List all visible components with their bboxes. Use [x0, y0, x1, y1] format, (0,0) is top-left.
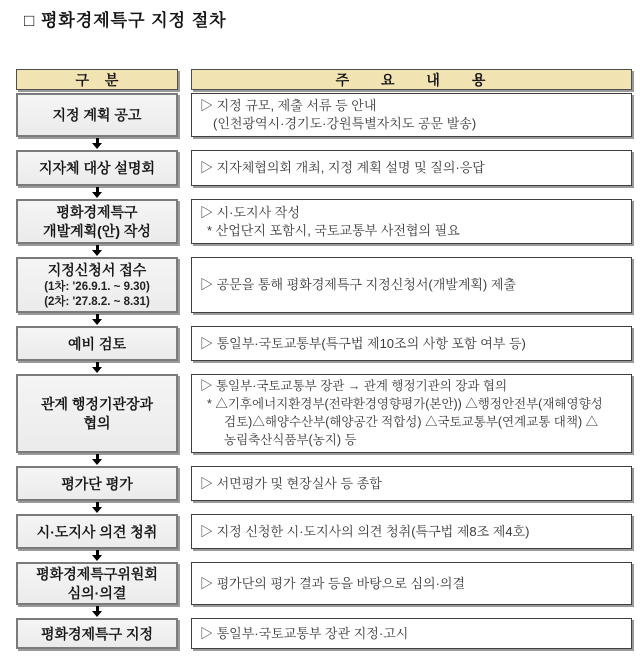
step-box-application	[16, 257, 178, 313]
flow-row-preliminary-review	[16, 326, 632, 361]
content-box-development-plan	[191, 199, 632, 244]
down-arrow-icon	[16, 549, 178, 562]
content-box-committee-deliberation	[191, 562, 632, 605]
step-box-governor-opinion	[16, 514, 178, 549]
category-header-cell: 구 분	[16, 69, 178, 90]
down-arrow-icon	[16, 244, 178, 257]
step-sub-label: (1차: '26.9.1. ~ 9.30)	[44, 280, 150, 293]
step-box-evaluation	[16, 466, 178, 501]
down-arrow-icon	[16, 453, 178, 466]
content-box-designation	[191, 618, 632, 649]
step-label: 예비 검토	[68, 335, 126, 352]
step-label: 심의·의결	[67, 584, 127, 601]
step-label: 개발계획(안) 작성	[43, 222, 151, 239]
designation-procedure-table	[0, 69, 640, 649]
content-line: ▷ 지자체협의회 개최, 지정 계획 설명 및 질의·응답	[200, 160, 485, 176]
down-arrow-icon	[16, 605, 178, 618]
content-box-preliminary-review	[191, 326, 632, 361]
down-arrow-icon	[16, 501, 178, 514]
step-box-committee-deliberation	[16, 562, 178, 605]
flow-row-governor-opinion	[16, 514, 632, 549]
content-box-application	[191, 257, 632, 313]
content-box-governor-opinion	[191, 514, 632, 549]
down-arrow-icon	[16, 186, 178, 199]
flow-row-agency-consultation	[16, 374, 632, 453]
content-line: ▷ 시·도지사 작성	[200, 204, 300, 220]
flow-row-evaluation	[16, 466, 632, 501]
step-label: 지자체 대상 설명회	[39, 160, 155, 177]
step-box-development-plan	[16, 199, 178, 244]
content-box-announcement	[191, 93, 632, 137]
content-line: ▷ 지정 규모, 제출 서류 등 안내	[200, 98, 377, 113]
step-label: 평화경제특구 지정	[40, 625, 154, 642]
content-box-briefing	[191, 150, 632, 186]
content-box-evaluation	[191, 466, 632, 501]
flow-row-announcement	[16, 93, 632, 137]
step-label: 평가단 평가	[61, 475, 133, 492]
content-line: ▷ 지정 신청한 시·도지사의 의견 청취(특구법 제8조 제4호)	[200, 523, 530, 539]
content-line: * 산업단지 포함시, 국토교통부 사전협의 필요	[207, 222, 460, 238]
content-line: (인천광역시·경기도·강원특별자치도 공문 발송)	[213, 116, 477, 132]
content-header-cell: 주 요 내 용	[191, 69, 632, 90]
page-title: □ 평화경제특구 지정 절차	[24, 11, 227, 30]
content-line: ▷ 통일부·국토교통부 장관 지정·고시	[200, 625, 409, 641]
content-line: ▷ 통일부·국토교통부(특구법 제10조의 사항 포함 여부 등)	[200, 335, 526, 351]
flow-row-development-plan	[16, 199, 632, 244]
step-sub-label: (2차: '27.8.2. ~ 8.31)	[44, 295, 150, 308]
step-label: 협의	[83, 414, 111, 431]
table-header-row	[16, 69, 632, 90]
step-box-announcement	[16, 93, 178, 137]
step-box-designation	[16, 618, 178, 649]
step-box-agency-consultation	[16, 374, 178, 453]
step-label: 시·도지사 의견 청취	[36, 523, 158, 540]
flow-row-committee-deliberation	[16, 562, 632, 605]
step-box-briefing	[16, 150, 178, 186]
step-label: 지정 계획 공고	[52, 106, 142, 123]
step-label: 지정신청서 접수	[47, 262, 147, 279]
step-label: 평화경제특구위원회	[36, 566, 158, 583]
content-line: 검토)△해양수산부(해양공간 적합성) △국토교통부(연계교통 대책) △	[224, 414, 599, 429]
content-line: ▷ 평가단의 평가 결과 등을 바탕으로 심의·의결	[200, 575, 466, 591]
step-label: 관계 행정기관장과	[40, 396, 154, 413]
down-arrow-icon	[16, 137, 178, 150]
step-label: 평화경제특구	[56, 204, 138, 221]
down-arrow-icon	[16, 361, 178, 374]
step-box-preliminary-review	[16, 326, 178, 361]
content-line: ▷ 서면평가 및 현장실사 등 종합	[200, 475, 382, 491]
down-arrow-icon	[16, 313, 178, 326]
content-box-agency-consultation	[191, 374, 632, 453]
flow-row-application	[16, 257, 632, 313]
content-line: ▷ 공문을 통해 평화경제특구 지정신청서(개발계획) 제출	[200, 277, 516, 293]
content-line: ▷ 통일부·국토교통부 장관 → 관계 행정기관의 장과 협의	[200, 379, 508, 394]
flow-row-briefing	[16, 150, 632, 186]
content-line: 농림축산식품부(농지) 등	[224, 432, 357, 447]
content-line: * △기후에너지환경부(전략환경영향평가(본안)) △행정안전부(재해영향성	[207, 397, 603, 412]
flow-row-designation	[16, 618, 632, 649]
